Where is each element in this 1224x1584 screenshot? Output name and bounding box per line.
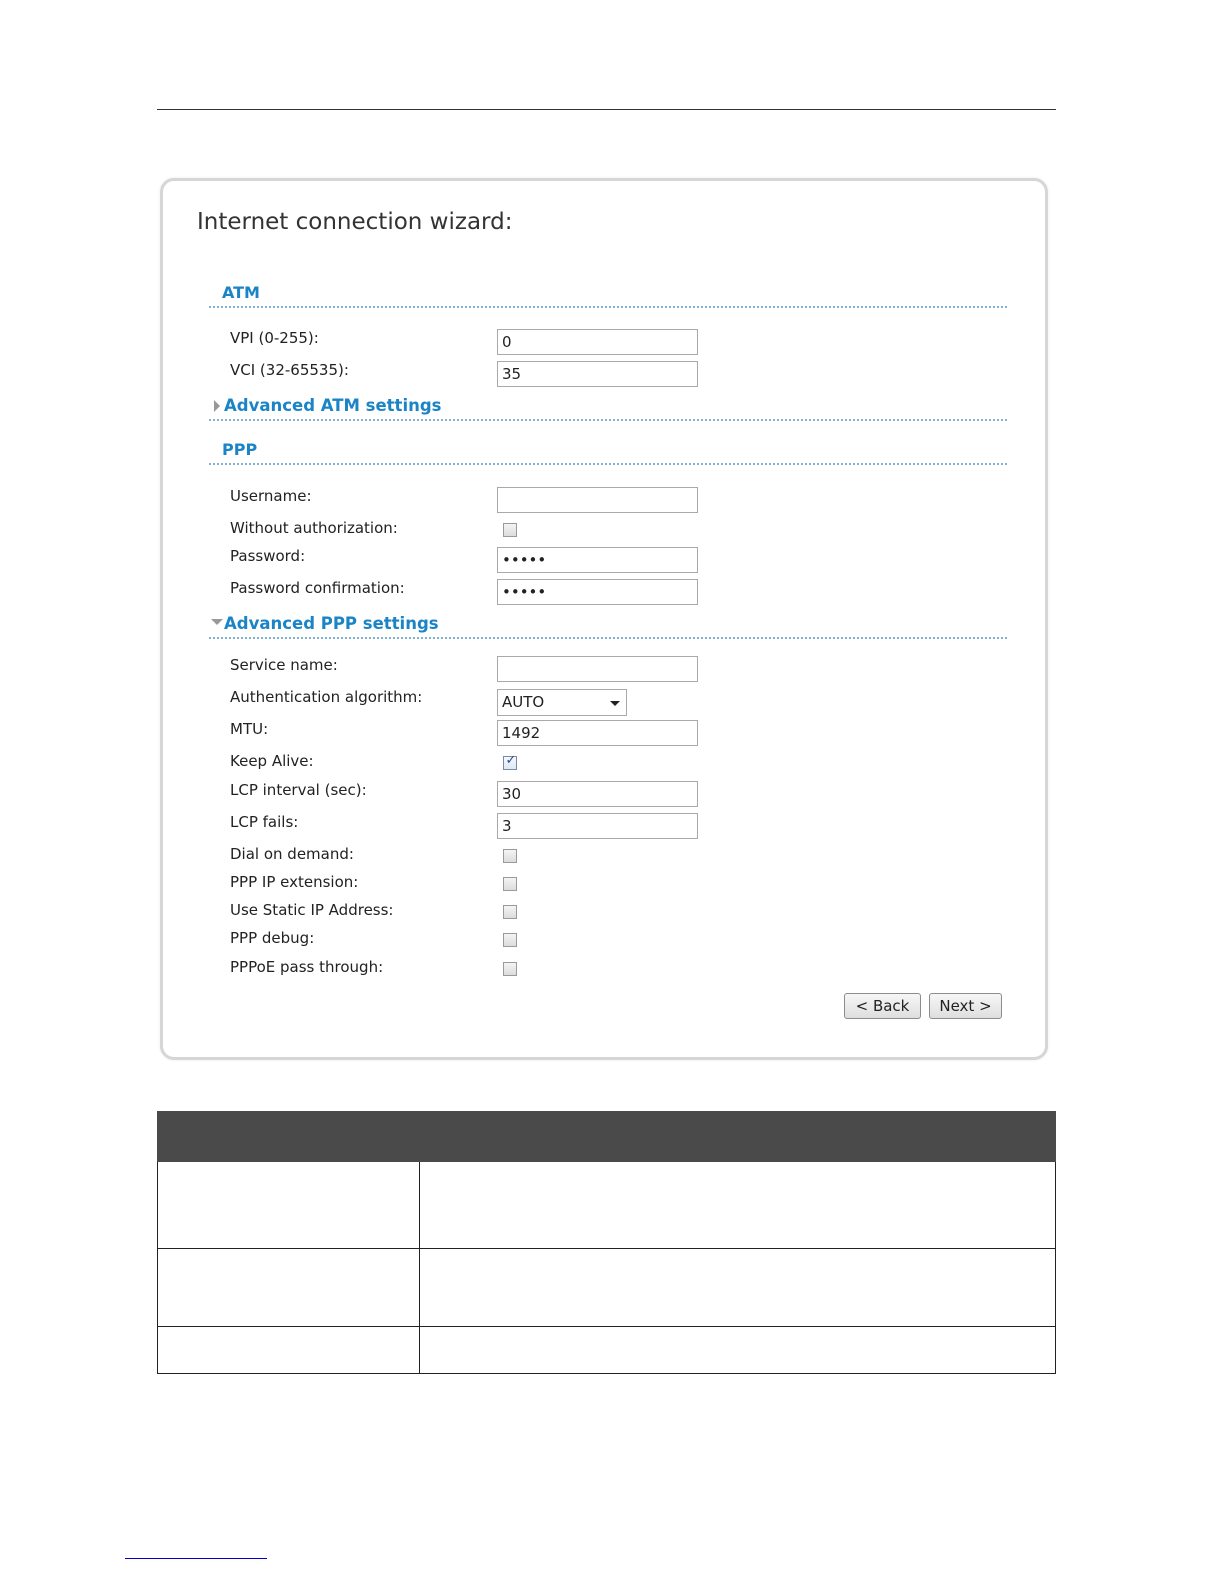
next-button[interactable]: Next > <box>929 993 1002 1019</box>
mtu-input[interactable] <box>497 720 698 746</box>
ppp-debug-label: PPP debug: <box>230 929 315 947</box>
keep-alive-label: Keep Alive: <box>230 752 314 770</box>
page-top-rule <box>157 109 1056 110</box>
table-row <box>158 1162 1056 1249</box>
dropdown-arrow-icon <box>610 701 620 706</box>
lcp-fails-input[interactable] <box>497 813 698 839</box>
advanced-atm-label: Advanced ATM settings <box>224 396 442 415</box>
authentication-algorithm-select[interactable] <box>497 689 627 716</box>
lcp-interval-label: LCP interval (sec): <box>230 781 367 799</box>
table-cell <box>420 1162 1056 1249</box>
vpi-input[interactable] <box>497 329 698 355</box>
vci-label: VCI (32-65535): <box>230 361 349 379</box>
authentication-algorithm-label: Authentication algorithm: <box>230 688 423 706</box>
without-authorization-checkbox[interactable] <box>503 523 517 537</box>
checkmark-icon: ✓ <box>505 753 517 768</box>
table-cell <box>420 1249 1056 1327</box>
keep-alive-checkbox[interactable] <box>503 753 517 770</box>
pppoe-pass-through-checkbox[interactable] <box>503 962 517 976</box>
vpi-label: VPI (0-255): <box>230 329 319 347</box>
pppoe-pass-through-label: PPPoE pass through: <box>230 958 384 976</box>
table-cell <box>158 1162 420 1249</box>
lcp-interval-input[interactable] <box>497 781 698 807</box>
table-cell <box>158 1249 420 1327</box>
lcp-fails-label: LCP fails: <box>230 813 299 831</box>
ppp-ip-extension-checkbox[interactable] <box>503 877 517 891</box>
section-ppp-label: PPP <box>222 440 258 459</box>
table-cell <box>420 1327 1056 1374</box>
use-static-ip-checkbox[interactable] <box>503 905 517 919</box>
section-atm-label: ATM <box>222 283 260 302</box>
advanced-ppp-toggle[interactable] <box>209 611 1007 639</box>
service-name-input[interactable] <box>497 656 698 682</box>
mtu-label: MTU: <box>230 720 269 738</box>
wizard-title: Internet connection wizard: <box>197 209 513 235</box>
advanced-atm-toggle[interactable] <box>209 393 1007 421</box>
advanced-ppp-label: Advanced PPP settings <box>224 614 439 633</box>
username-label: Username: <box>230 487 312 505</box>
table-header-row <box>158 1112 1056 1162</box>
ppp-ip-extension-label: PPP IP extension: <box>230 873 359 891</box>
password-input[interactable] <box>497 547 698 573</box>
authentication-algorithm-value: AUTO <box>502 693 545 711</box>
wizard-panel <box>160 178 1048 1060</box>
expand-arrow-right-icon <box>214 400 220 412</box>
service-name-label: Service name: <box>230 656 338 674</box>
footer-link-underline <box>125 1558 267 1559</box>
back-button[interactable]: < Back <box>844 993 921 1019</box>
password-label: Password: <box>230 547 306 565</box>
table-row <box>158 1249 1056 1327</box>
dial-on-demand-checkbox[interactable] <box>503 849 517 863</box>
table-cell <box>158 1327 420 1374</box>
username-input[interactable] <box>497 487 698 513</box>
vci-input[interactable] <box>497 361 698 387</box>
table-row <box>158 1327 1056 1374</box>
use-static-ip-label: Use Static IP Address: <box>230 901 394 919</box>
password-confirmation-input[interactable] <box>497 579 698 605</box>
without-authorization-label: Without authorization: <box>230 519 398 537</box>
password-confirmation-label: Password confirmation: <box>230 579 405 597</box>
description-table <box>157 1111 1056 1374</box>
collapse-arrow-down-icon <box>211 619 223 625</box>
table-header-cell <box>158 1112 1056 1162</box>
section-atm <box>209 280 1007 308</box>
ppp-debug-checkbox[interactable] <box>503 933 517 947</box>
section-ppp <box>209 437 1007 465</box>
dial-on-demand-label: Dial on demand: <box>230 845 354 863</box>
